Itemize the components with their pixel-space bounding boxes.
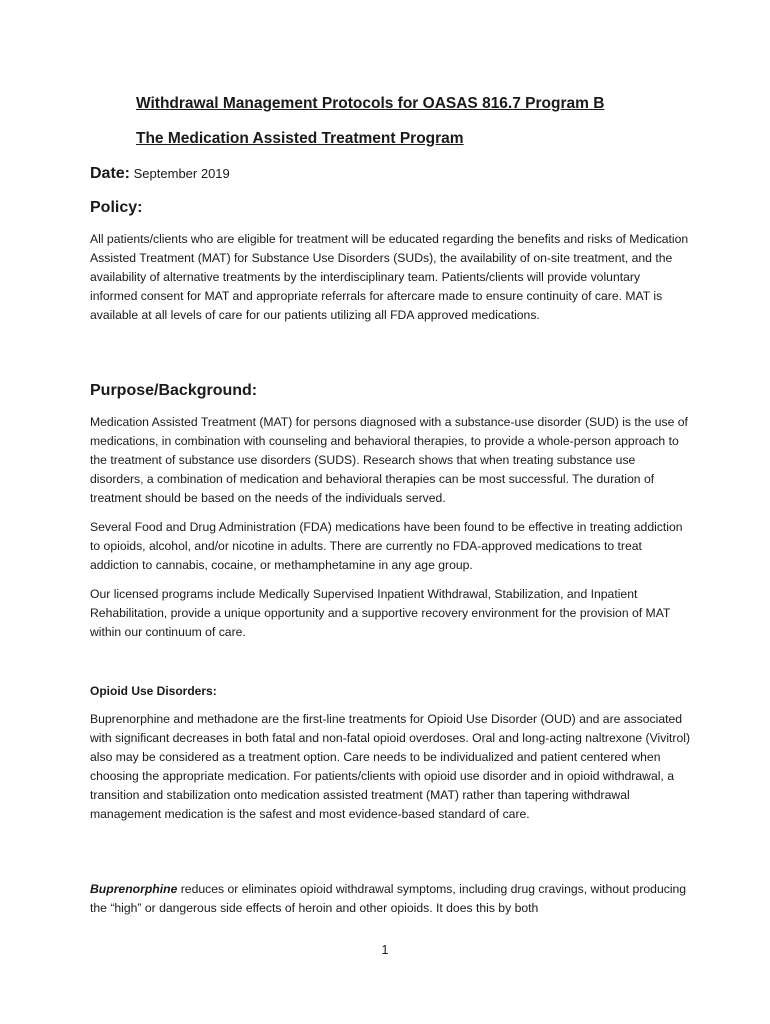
buprenorphine-text: reduces or eliminates opioid withdrawal symptoms, including drug cravings, without producing the “high” or dangerous side effects of heroin and other opioids. It does this by both <box>90 882 687 915</box>
purpose-heading: Purpose/Background: <box>90 382 258 399</box>
date-label: Date: <box>90 165 131 182</box>
date-value: September 2019 <box>133 166 230 181</box>
buprenorphine-paragraph <box>90 880 690 918</box>
purpose-paragraph-3: Our licensed programs include Medically Supervised Inpatient Withdrawal, Stabilization, and Inpatient Rehabilitation, provide a unique opportunity and a supportive recovery environment for the provision of MAT within our continuum of care. <box>90 587 671 639</box>
policy-heading: Policy: <box>90 199 143 216</box>
date-line <box>90 165 230 183</box>
document-title: Withdrawal Management Protocols for OASAS 816.7 Program B <box>136 95 605 112</box>
opioid-paragraph: Buprenorphine and methadone are the first-line treatments for Opioid Use Disorder (OUD) and are associated with significant decreases in both fatal and non-fatal opioid overdoses. Oral and long-acting naltrexone (Vivitrol) also may be considered as a treatment option. Care needs to be individualized and patient centered when choosing the appropriate medication. For patients/clients with opioid use disorder and in opioid withdrawal, a transition and stabilization onto medication assisted treatment (MAT) rather than tapering withdrawal management medication is the safest and most evidence-based standard of care. <box>90 712 691 821</box>
purpose-paragraph-1: Medication Assisted Treatment (MAT) for persons diagnosed with a substance-use disorder (SUD) is the use of medications, in combination with counseling and behavioral therapies, to provide a whole-person approach to the treatment of substance use disorders (SUDS). Research shows that when treating substance use disorders, a combination of medication and behavioral therapies can be most successful. The duration of treatment should be based on the needs of the individuals served. <box>90 415 688 505</box>
opioid-heading: Opioid Use Disorders: <box>90 684 217 698</box>
purpose-paragraph-2: Several Food and Drug Administration (FDA) medications have been found to be effective in treating addiction to opioids, alcohol, and/or nicotine in adults. There are currently no FDA-approved medications to treat addiction to cannabis, cocaine, or methamphetamine in any age group. <box>90 520 683 572</box>
buprenorphine-term: Buprenorphine <box>90 882 178 896</box>
policy-paragraph: All patients/clients who are eligible for treatment will be educated regarding the benefits and risks of Medication Assisted Treatment (MAT) for Substance Use Disorders (SUDs), the availability of on-site treatment, and the availability of alternative treatments by the interdisciplinary team. Patients/clients will provide voluntary informed consent for MAT and appropriate referrals for aftercare made to ensure continuity of care. MAT is available at all levels of care for our patients utilizing all FDA approved medications. <box>90 232 689 322</box>
page-number: 1 <box>381 943 389 957</box>
document-subtitle: The Medication Assisted Treatment Program <box>136 130 464 147</box>
